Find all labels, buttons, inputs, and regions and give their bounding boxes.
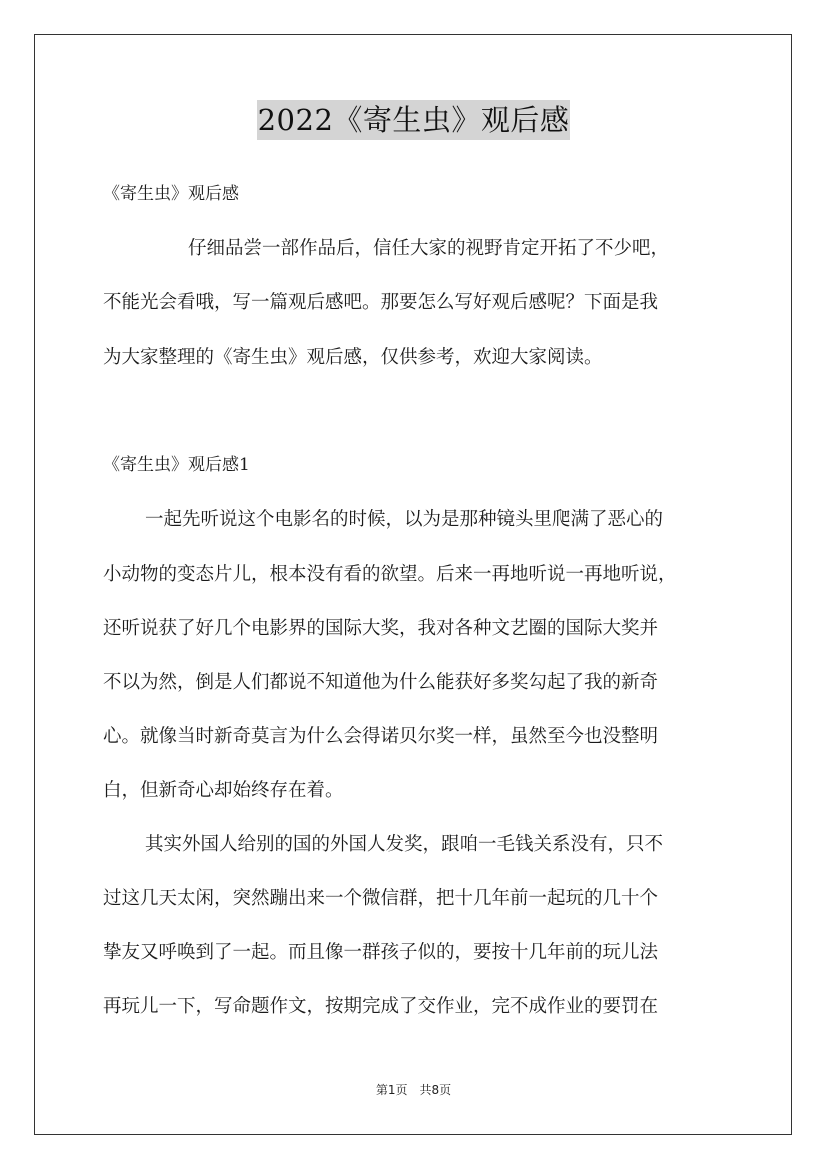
para1-line-1: 一起先听说这个电影名的时候，以为是那种镜头里爬满了恶心的 [145,509,664,530]
para1-line-3: 还听说获了好几个电影界的国际大奖，我对各种文艺圈的国际大奖并 [103,618,659,639]
para2-line-1: 其实外国人给别的国的外国人发奖，跟咱一毛钱关系没有，只不 [145,834,664,855]
para1-line-5: 心。就像当时新奇莫言为什么会得诺贝尔奖一样，虽然至今也没整明 [103,726,659,747]
para2-line-3: 挚友又呼唤到了一起。而且像一群孩子似的，要按十几年前的玩儿法 [103,942,659,963]
para1-line-2: 小动物的变态片儿，根本没有看的欲望。后来一再地听说一再地听说， [103,564,677,585]
para2-line-2: 过这几天太闲，突然蹦出来一个微信群，把十几年前一起玩的几十个 [103,888,659,909]
para2-line-4: 再玩儿一下，写命题作文，按期完成了交作业，完不成作业的要罚在 [103,996,659,1017]
intro-subheading: 《寄生虫》观后感 [103,184,239,204]
title-container [0,100,827,140]
para1-line-6: 白，但新奇心却始终存在着。 [103,780,344,801]
document-title: 2022《寄生虫》观后感 [257,100,571,140]
page-footer: 第1页 共8页 [375,1083,452,1097]
intro-line-3: 为大家整理的《寄生虫》观后感，仅供参考，欢迎大家阅读。 [103,347,603,368]
section-1-subheading: 《寄生虫》观后感1 [103,455,250,475]
para1-line-4: 不以为然，倒是人们都说不知道他为什么能获好多奖勾起了我的新奇 [103,672,659,693]
intro-line-2: 不能光会看哦，写一篇观后感吧。那要怎么写好观后感呢？下面是我 [103,292,659,313]
intro-line-1: 仔细品尝一部作品后，信任大家的视野肯定开拓了不少吧， [188,238,670,259]
